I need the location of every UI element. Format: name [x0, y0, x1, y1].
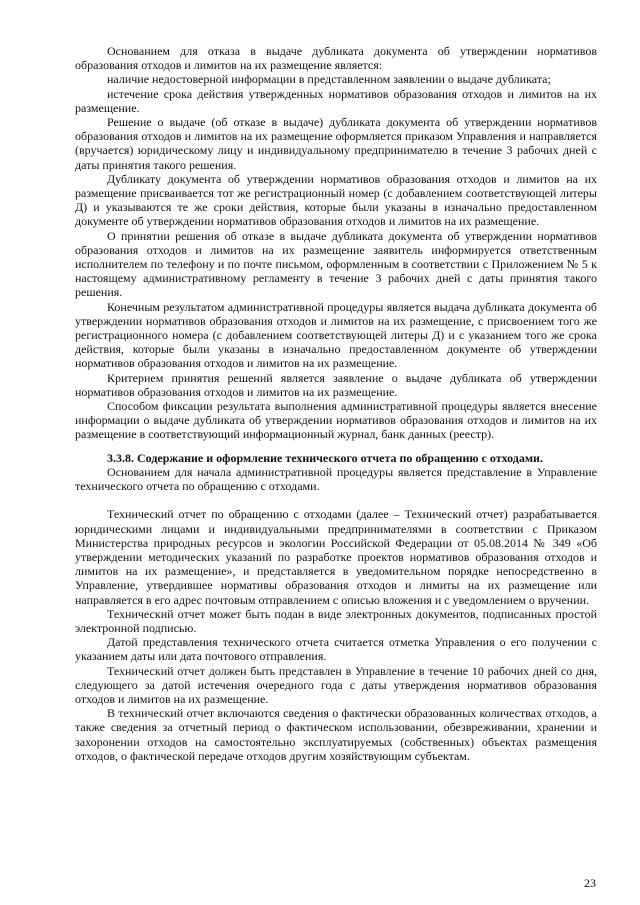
paragraph: Основанием для отказа в выдаче дубликата документа об утверждении нормативов образования отходов и лимитов на их размещение является: — [75, 44, 597, 73]
paragraph: Решение о выдаче (об отказе в выдаче) дубликата документа об утверждении нормативов образования отходов и лимитов на их размещение оформляется приказом Управления и направляется (вручается) юридическому лицу и индивидуальному предпринимателю в течение 3 рабочих дней с даты принятия такого решения. — [75, 115, 597, 172]
paragraph: Критерием принятия решений является заявление о выдаче дубликата об утверждении нормативов образования отходов и лимитов на их размещение. — [75, 370, 597, 399]
paragraph: Технический отчет должен быть представлен в Управление в течение 10 рабочих дней со дня, следующего за датой истечения очередного года с даты утверждения нормативов образования отходов и лимитов на их размещение. — [75, 663, 597, 706]
paragraph: Датой представления технического отчета считается отметка Управления о его получении с указанием даты или дата почтового отправления. — [75, 635, 597, 664]
paragraph: Технический отчет по обращению с отходами (далее – Технический отчет) разрабатывается юридическими лицами и индивидуальными предпринимателями в соответствии с Приказом Министерства природных ресурсов и экологии Российской Федерации от 05.08.2014 № 349 «Об утверждении методических указаний по разработке проектов нормативов образования отходов и лимитов на их размещение», и представляется в уведомительном порядке непосредственно в Управление, утвердившее нормативы образования отходов и лимиты на их размещение или направляется в его адрес почтовым отправлением с описью вложения и с уведомлением о вручении. — [75, 507, 597, 607]
paragraph: Технический отчет может быть подан в виде электронных документов, подписанных простой электронной подписью. — [75, 606, 597, 635]
paragraph: истечение срока действия утвержденных нормативов образования отходов и лимитов на их размещение. — [75, 86, 597, 115]
section-heading: 3.3.8. Содержание и оформление технического отчета по обращению с отходами. — [107, 450, 543, 465]
paragraph: наличие недостоверной информации в представленном заявлении о выдаче дубликата; — [107, 72, 551, 87]
spacer — [75, 493, 597, 507]
paragraph: Дубликату документа об утверждении нормативов образования отходов и лимитов на их размещение присваивается тот же регистрационный номер (с добавлением соответствующей литеры Д) и указываются те же сроки действия, которые были указаны в изначально предоставленном документе об утверждении нормативов образования отходов и лимитов на их размещение. — [75, 171, 597, 229]
spacer — [75, 442, 597, 451]
paragraph: Основанием для начала административной процедуры является представление в Управление технического отчета по обращению с отходами. — [75, 464, 597, 494]
paragraph: Конечным результатом административной процедуры является выдача дубликата документа об утверждении нормативов образования отходов и лимитов на их размещение, с присвоением того же регистрационного номера (с добавлением соответствующей литеры Д) и с указанием того же срока действия, которые были указаны в изначально предоставленном документе об утверждении нормативов образования отходов и лимитов на их размещение. — [75, 299, 597, 371]
paragraph: В технический отчет включаются сведения о фактически образованных количествах отходов, а также сведения за отчетный период о фактическом использовании, обезвреживании, хранении и захоронении отходов на самостоятельно эксплуатируемых (собственных) объектах размещения отходов, о фактической передаче отходов другим хозяйствующим субъектам. — [75, 706, 597, 763]
paragraph: Способом фиксации результата выполнения административной процедуры является внесение информации о выдаче дубликата об утверждении нормативов образования отходов и лимитов на их размещение в соответствующий информационный журнал, банк данных (реестр). — [75, 399, 597, 442]
paragraph: О принятии решения об отказе в выдаче дубликата документа об утверждении нормативов образования отходов и лимитов на их размещение заявитель информируется ответственным исполнителем по телефону и по почте письмом, оформленным в соответствии с Приложением № 5 к настоящему административному регламенту в течение 3 рабочих дней с даты принятия такого решения. — [75, 228, 597, 300]
page-number: 23 — [584, 876, 596, 890]
document-page — [75, 44, 597, 763]
